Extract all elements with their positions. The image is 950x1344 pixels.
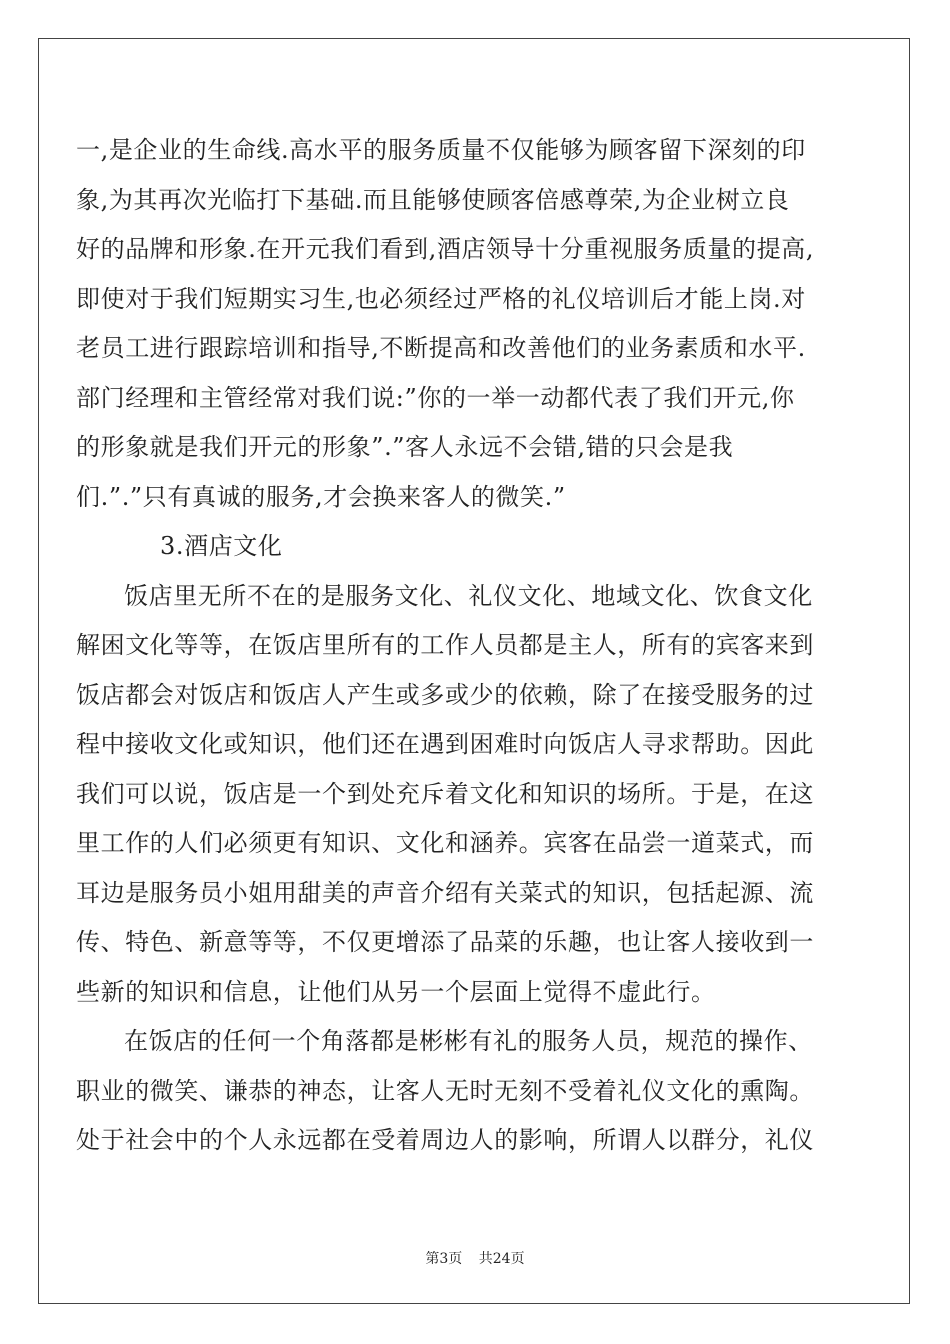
text-line: 即使对于我们短期实习生,也必须经过严格的礼仪培训后才能上岗.对 xyxy=(76,284,806,313)
text-line: 的形象就是我们开元的形象”.”客人永远不会错,错的只会是我 xyxy=(76,433,734,461)
page-footer xyxy=(0,1248,950,1268)
total-page-count: 共24页 xyxy=(478,1251,525,1267)
text-line: 里工作的人们必须更有知识、文化和涵养。宾客在品尝一道菜式，而 xyxy=(76,829,814,857)
text-line: 老员工进行跟踪培训和指导,不断提高和改善他们的业务素质和水平. xyxy=(76,334,806,362)
text-line: 们.”.”只有真诚的服务,才会换来客人的微笑.” xyxy=(76,482,566,511)
document-body xyxy=(76,126,856,1166)
text-line: 一,是企业的生命线.高水平的服务质量不仅能够为顾客留下深刻的印 xyxy=(76,136,806,164)
text-line: 处于社会中的个人永远都在受着周边人的影响，所谓人以群分，礼仪 xyxy=(76,1126,814,1154)
text-line: 解困文化等等，在饭店里所有的工作人员都是主人，所有的宾客来到 xyxy=(76,631,814,659)
text-line: 象,为其再次光临打下基础.而且能够使顾客倍感尊荣,为企业树立良 xyxy=(76,185,790,214)
text-line: 饭店都会对饭店和饭店人产生或多或少的依赖，除了在接受服务的过 xyxy=(76,680,814,709)
current-page-number: 第3页 xyxy=(425,1251,463,1267)
text-line: 些新的知识和信息，让他们从另一个层面上觉得不虚此行。 xyxy=(76,977,716,1006)
text-line: 饭店里无所不在的是服务文化、礼仪文化、地域文化、饮食文化 xyxy=(124,581,813,610)
text-line: 程中接收文化或知识，他们还在遇到困难时向饭店人寻求帮助。因此 xyxy=(76,730,814,758)
paragraph-3 xyxy=(76,1017,856,1166)
text-line: 好的品牌和形象.在开元我们看到,酒店领导十分重视服务质量的提高, xyxy=(76,235,815,263)
text-line: 部门经理和主管经常对我们说:”你的一举一动都代表了我们开元,你 xyxy=(76,383,795,412)
paragraph-1 xyxy=(76,126,856,522)
text-line: 传、特色、新意等等，不仅更增添了品菜的乐趣，也让客人接收到一 xyxy=(76,928,814,956)
paragraph-2 xyxy=(76,572,856,1018)
text-line: 在饭店的任何一个角落都是彬彬有礼的服务人员，规范的操作、 xyxy=(124,1027,813,1055)
text-line: 我们可以说，饭店是一个到处充斥着文化和知识的场所。于是，在这 xyxy=(76,779,814,808)
text-line: 职业的微笑、谦恭的神态，让客人无时无刻不受着礼仪文化的熏陶。 xyxy=(76,1076,814,1105)
text-line: 耳边是服务员小姐用甜美的声音介绍有关菜式的知识，包括起源、流 xyxy=(76,878,814,907)
section-heading: 3.酒店文化 xyxy=(160,532,283,560)
